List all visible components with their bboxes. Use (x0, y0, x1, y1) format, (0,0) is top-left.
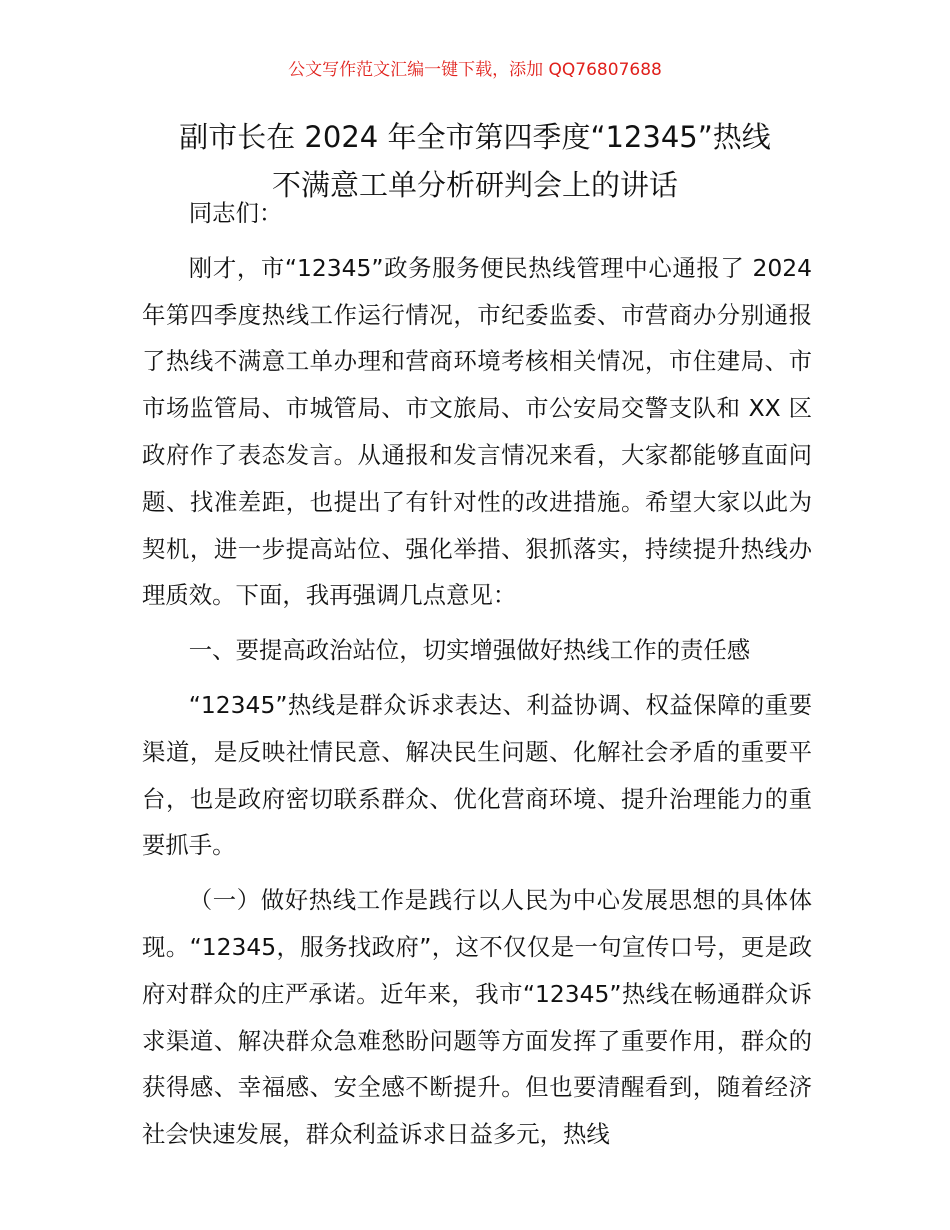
title-line-1: 副市长在 2024 年全市第四季度“12345”热线 (179, 120, 771, 154)
paragraph-section-1: “12345”热线是群众诉求表达、利益协调、权益保障的重要渠道，是反映社情民意、解决民生问题、化解社会矛盾的重要平台，也是政府密切联系群众、优化营商环境、提升治理能力的重要抓手。 (142, 690, 812, 860)
salutation: 同志们： (188, 199, 283, 227)
paragraph-intro: 刚才，市“12345”政务服务便民热线管理中心通报了 2024 年第四季度热线工作运行情况，市纪委监委、市营商办分别通报了热线不满意工单办理和营商环境考核相关情况，市住建局、市市场监管局、市城管局、市文旅局、市公安局交警支队和 XX 区政府作了表态发言。从通报和发言情况来看，大家都能够直面问题、找准差距，也提出了有针对性的改进措施。希望大家以此为契机，进一步提高站位、强化举措、狠抓落实，持续提升热线办理质效。下面，我再强调几点意见： (142, 253, 812, 610)
paragraph-subsection-1: （一）做好热线工作是践行以人民为中心发展思想的具体体现。“12345，服务找政府”，这不仅仅是一句宣传口号，更是政府对群众的庄严承诺。近年来，我市“12345”热线在畅通群众诉求渠道、解决群众急难愁盼问题等方面发挥了重要作用，群众的获得感、幸福感、安全感不断提升。但也要清醒看到，随着经济社会快速发展，群众利益诉求日益多元，热线 (142, 886, 812, 1149)
document-body (142, 190, 812, 1158)
section-heading-1: 一、要提高政治站位，切实增强做好热线工作的责任感 (188, 636, 751, 665)
download-notice: 公文写作范文汇编一键下载，添加 QQ76807688 (288, 60, 662, 80)
title-line-2: 不满意工单分析研判会上的讲话 (271, 168, 678, 202)
